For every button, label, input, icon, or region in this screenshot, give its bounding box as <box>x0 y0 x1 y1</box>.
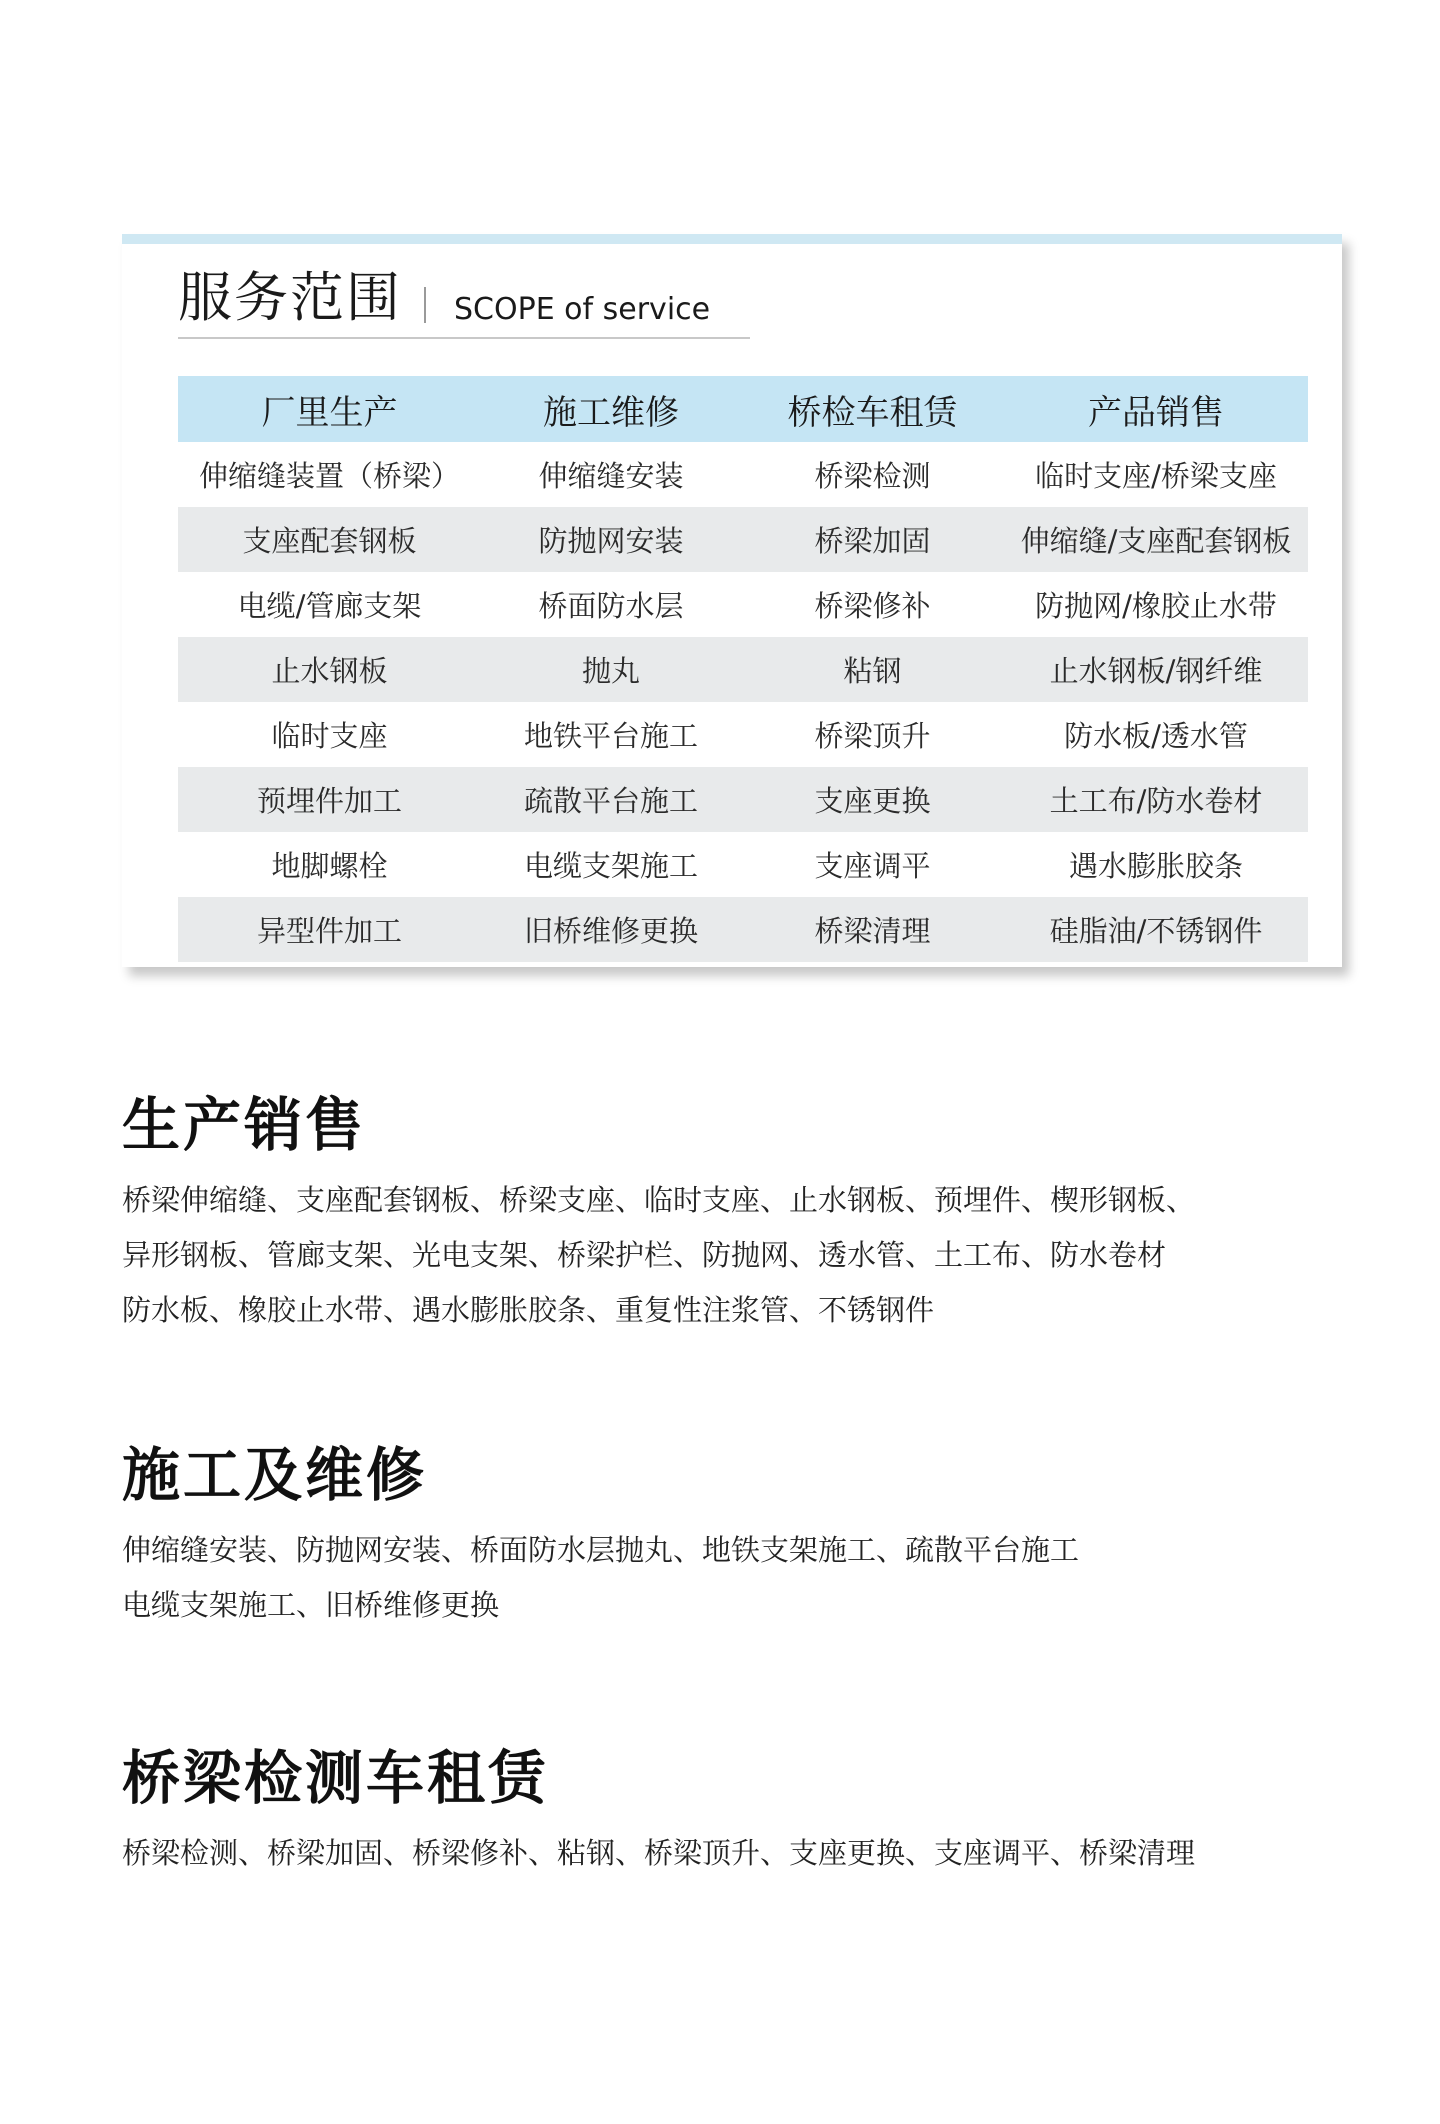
table-cell: 防抛网/橡胶止水带 <box>1035 589 1277 623</box>
scope-title-group <box>178 262 710 334</box>
table-cell: 预埋件加工 <box>178 767 481 832</box>
title-divider <box>424 287 426 323</box>
body-line: 防水板、橡胶止水带、遇水膨胀胶条、重复性注浆管、不锈钢件 <box>122 1293 935 1327</box>
section-production-sales <box>122 1085 1342 1338</box>
table-cell: 桥面防水层 <box>538 589 684 623</box>
table-cell: 支座调平 <box>814 849 931 883</box>
table-cell: 旧桥维修更换 <box>481 897 741 962</box>
table-cell: 桥梁修补 <box>814 589 931 623</box>
table-cell: 支座配套钢板 <box>178 507 481 572</box>
table-row <box>178 897 1308 962</box>
table-cell: 桥梁清理 <box>741 897 1004 962</box>
section-body <box>122 1826 1342 1881</box>
table-cell: 支座更换 <box>741 767 1004 832</box>
table-cell: 防水板/透水管 <box>1064 719 1248 753</box>
section-heading: 桥梁检测车租赁 <box>122 1744 550 1812</box>
header-product-sales: 产品销售 <box>1004 376 1308 442</box>
scope-card <box>122 234 1342 967</box>
table-row <box>178 637 1308 702</box>
section-heading: 施工及维修 <box>122 1441 428 1509</box>
table-cell: 地铁平台施工 <box>523 719 698 753</box>
table-cell: 疏散平台施工 <box>481 767 741 832</box>
body-line: 异形钢板、管廊支架、光电支架、桥梁护栏、防抛网、透水管、土工布、防水卷材 <box>122 1238 1167 1272</box>
table-cell: 防抛网安装 <box>481 507 741 572</box>
section-inspection-vehicle-rental <box>122 1738 1342 1881</box>
section-construction-maintenance <box>122 1435 1342 1633</box>
table-row <box>178 832 1308 897</box>
table-cell: 伸缩缝/支座配套钢板 <box>1004 507 1308 572</box>
body-line: 电缆支架施工、旧桥维修更换 <box>122 1588 500 1622</box>
table-cell: 地脚螺栓 <box>271 849 388 883</box>
scope-table <box>178 376 1308 962</box>
table-cell: 电缆支架施工 <box>523 849 698 883</box>
table-cell: 电缆/管廊支架 <box>237 589 422 623</box>
table-cell: 抛丸 <box>481 637 741 702</box>
table-cell: 土工布/防水卷材 <box>1004 767 1308 832</box>
title-underline <box>178 337 750 339</box>
header-inspection-vehicle-rental: 桥检车租赁 <box>741 376 1004 442</box>
table-cell: 遇水膨胀胶条 <box>1068 849 1243 883</box>
table-cell: 伸缩缝安装 <box>538 459 684 493</box>
section-body <box>122 1173 1342 1338</box>
body-line: 桥梁伸缩缝、支座配套钢板、桥梁支座、临时支座、止水钢板、预埋件、楔形钢板、 <box>122 1183 1196 1217</box>
table-cell: 止水钢板/钢纤维 <box>1004 637 1308 702</box>
scope-title: 服务范围 <box>178 266 402 329</box>
header-construction-maintenance: 施工维修 <box>481 376 741 442</box>
table-cell: 桥梁加固 <box>741 507 1004 572</box>
scope-top-bar <box>122 234 1342 244</box>
table-row <box>178 702 1308 767</box>
table-cell: 临时支座 <box>271 719 388 753</box>
header-factory-production: 厂里生产 <box>178 376 481 442</box>
section-heading: 生产销售 <box>122 1091 367 1159</box>
table-row <box>178 767 1308 832</box>
table-cell: 临时支座/桥梁支座 <box>1035 459 1277 493</box>
table-cell: 桥梁顶升 <box>814 719 931 753</box>
table-header-row <box>178 376 1308 442</box>
table-cell: 伸缩缝装置（桥梁） <box>198 459 460 493</box>
table-cell: 硅脂油/不锈钢件 <box>1004 897 1308 962</box>
table-cell: 异型件加工 <box>178 897 481 962</box>
body-line: 桥梁检测、桥梁加固、桥梁修补、粘钢、桥梁顶升、支座更换、支座调平、桥梁清理 <box>122 1836 1196 1870</box>
scope-subtitle: SCOPE of service <box>454 292 711 327</box>
table-cell: 粘钢 <box>741 637 1004 702</box>
table-cell: 止水钢板 <box>178 637 481 702</box>
table-row <box>178 572 1308 637</box>
body-line: 伸缩缝安装、防抛网安装、桥面防水层抛丸、地铁支架施工、疏散平台施工 <box>122 1533 1080 1567</box>
table-row <box>178 442 1308 507</box>
table-cell: 桥梁检测 <box>814 459 931 493</box>
table-row <box>178 507 1308 572</box>
section-body <box>122 1523 1342 1633</box>
